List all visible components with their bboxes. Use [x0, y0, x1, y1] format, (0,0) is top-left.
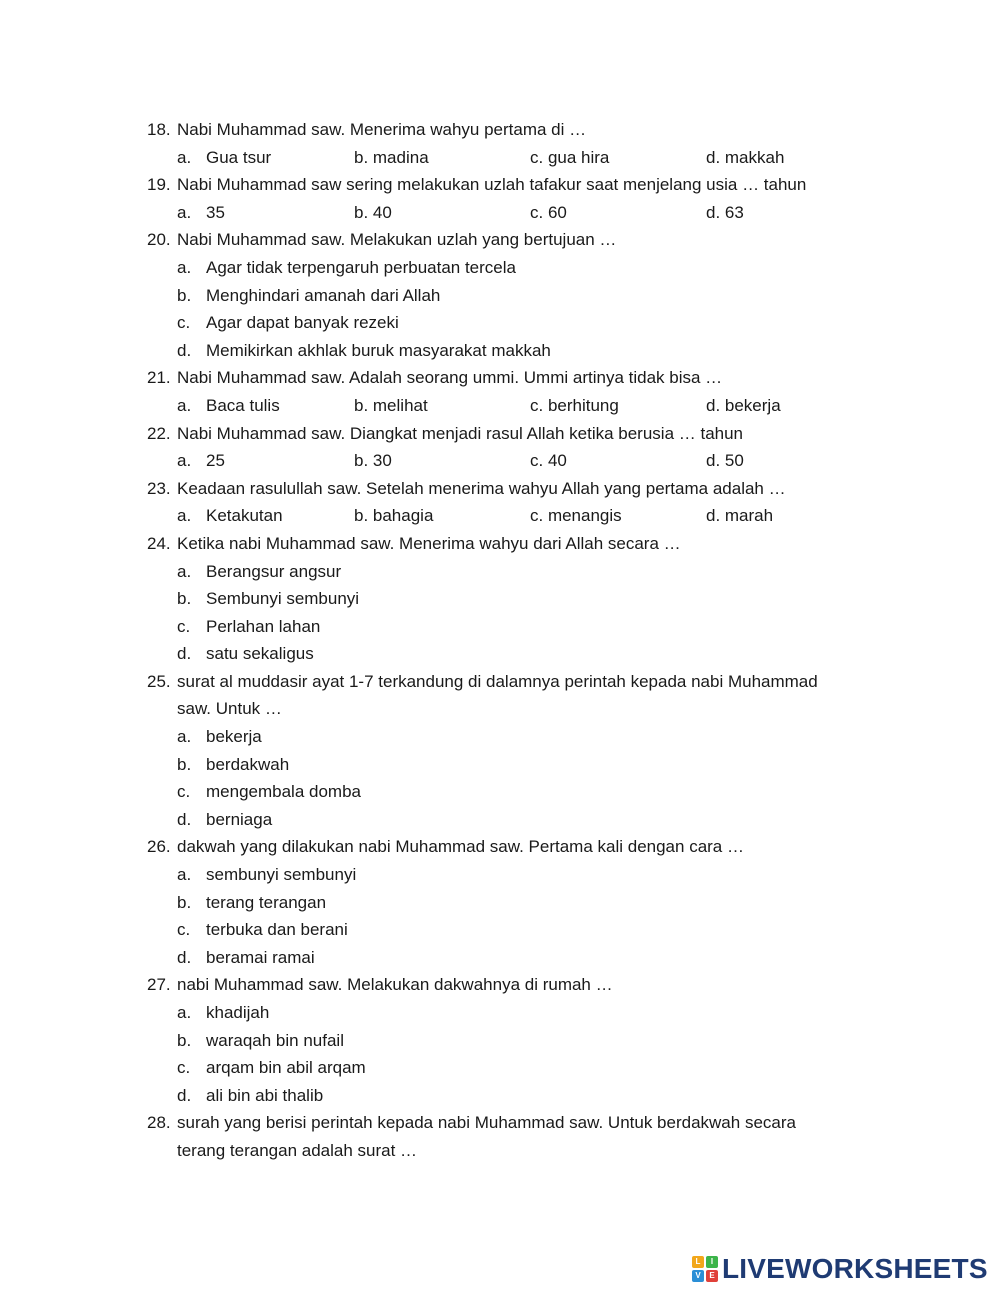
- option-letter: c.: [177, 313, 191, 333]
- question-text: Nabi Muhammad saw. Adalah seorang ummi. Ummi artinya tidak bisa …: [177, 368, 723, 388]
- option-letter: b.: [177, 892, 192, 912]
- option-letter: a.: [177, 147, 192, 167]
- question-line: [0, 971, 1000, 999]
- answer-option[interactable]: [0, 944, 1000, 972]
- option-text: berniaga: [206, 809, 273, 829]
- option-text: mengembala domba: [206, 782, 361, 802]
- answer-options-row: [0, 447, 1000, 475]
- logo-text: LIVEWORKSHEETS: [722, 1253, 988, 1284]
- option-text: ali bin abi thalib: [206, 1085, 324, 1105]
- option-text: Ketakutan: [206, 506, 283, 526]
- answer-option[interactable]: [530, 447, 567, 475]
- question-25: [0, 668, 1000, 834]
- option-text: d. marah: [706, 506, 774, 526]
- question-text: terang terangan adalah surat …: [177, 1140, 418, 1160]
- option-letter: a.: [177, 395, 192, 415]
- option-text: Berangsur angsur: [206, 561, 342, 581]
- question-line: [0, 668, 1000, 696]
- answer-option[interactable]: [0, 613, 1000, 641]
- option-text: satu sekaligus: [206, 644, 314, 664]
- option-letter: b.: [177, 754, 192, 774]
- question-27: [0, 971, 1000, 1109]
- question-number: 21.: [147, 368, 171, 388]
- answer-option[interactable]: [530, 502, 622, 530]
- question-20: [0, 226, 1000, 364]
- option-text: c. gua hira: [530, 147, 610, 167]
- question-line: [0, 1109, 1000, 1137]
- option-text: b. melihat: [354, 395, 428, 415]
- answer-option[interactable]: [706, 502, 773, 530]
- question-line: [0, 364, 1000, 392]
- option-text: waraqah bin nufail: [206, 1030, 344, 1050]
- answer-option[interactable]: [354, 502, 433, 530]
- option-letter: a.: [177, 257, 192, 277]
- question-number: 25.: [147, 671, 171, 691]
- answer-option[interactable]: [354, 447, 392, 475]
- answer-option[interactable]: [706, 447, 744, 475]
- answer-option[interactable]: [530, 144, 609, 172]
- option-text: Perlahan lahan: [206, 616, 321, 636]
- logo-tile: L: [692, 1256, 704, 1268]
- option-letter: b.: [177, 589, 192, 609]
- question-text: Nabi Muhammad saw. Diangkat menjadi rasul Allah ketika berusia … tahun: [177, 423, 744, 443]
- option-text: b. 30: [354, 451, 392, 471]
- option-letter: d.: [177, 809, 192, 829]
- option-text: d. 50: [706, 451, 744, 471]
- option-letter: b.: [177, 285, 192, 305]
- option-text: bekerja: [206, 727, 262, 747]
- question-number: 26.: [147, 837, 171, 857]
- answer-option[interactable]: [0, 337, 1000, 365]
- answer-option[interactable]: [530, 392, 619, 420]
- answer-option[interactable]: [0, 999, 1000, 1027]
- option-text: c. 40: [530, 451, 567, 471]
- option-text: c. berhitung: [530, 395, 619, 415]
- option-letter: c.: [177, 1058, 191, 1078]
- option-letter: c.: [177, 782, 191, 802]
- question-line: [0, 833, 1000, 861]
- question-line: [0, 420, 1000, 448]
- question-number: 27.: [147, 975, 171, 995]
- option-text: d. bekerja: [706, 395, 781, 415]
- question-line: [0, 226, 1000, 254]
- question-number: 24.: [147, 533, 171, 553]
- answer-options-row: [0, 392, 1000, 420]
- option-letter: a.: [177, 202, 192, 222]
- answer-option[interactable]: [354, 392, 428, 420]
- question-22: [0, 420, 1000, 475]
- answer-option[interactable]: [530, 199, 567, 227]
- answer-option[interactable]: [0, 585, 1000, 613]
- answer-options-row: [0, 199, 1000, 227]
- question-line: [0, 530, 1000, 558]
- option-letter: d.: [177, 1085, 192, 1105]
- answer-option[interactable]: [0, 1054, 1000, 1082]
- answer-option[interactable]: [0, 916, 1000, 944]
- answer-option[interactable]: [354, 144, 429, 172]
- question-line: [0, 116, 1000, 144]
- answer-option[interactable]: [0, 1082, 1000, 1110]
- option-text: Memikirkan akhlak buruk masyarakat makkah: [206, 340, 551, 360]
- answer-option[interactable]: [706, 392, 781, 420]
- liveworksheets-logo: [692, 1253, 988, 1285]
- option-letter: a.: [177, 1003, 192, 1022]
- question-23: [0, 475, 1000, 530]
- question-18: [0, 116, 1000, 171]
- answer-option[interactable]: [0, 723, 1000, 751]
- answer-option[interactable]: [0, 1027, 1000, 1055]
- logo-tile: V: [692, 1270, 704, 1282]
- option-text: Agar dapat banyak rezeki: [206, 313, 399, 333]
- question-text: saw. Untuk …: [177, 699, 282, 719]
- option-text: arqam bin abil arqam: [206, 1058, 366, 1078]
- question-26: [0, 833, 1000, 971]
- option-text: d. makkah: [706, 147, 785, 167]
- answer-option[interactable]: [0, 558, 1000, 586]
- answer-option[interactable]: [177, 199, 225, 227]
- question-line: [0, 171, 1000, 199]
- question-text: nabi Muhammad saw. Melakukan dakwahnya di rumah …: [177, 975, 613, 995]
- option-text: terbuka dan berani: [206, 920, 348, 940]
- option-text: b. 40: [354, 202, 392, 222]
- option-text: terang terangan: [206, 892, 327, 912]
- option-text: Sembunyi sembunyi: [206, 589, 360, 609]
- answer-option[interactable]: [354, 199, 392, 227]
- option-letter: a.: [177, 561, 192, 581]
- question-number: 23.: [147, 478, 171, 498]
- question-19: [0, 171, 1000, 226]
- option-text: Menghindari amanah dari Allah: [206, 285, 441, 305]
- question-text: Nabi Muhammad saw. Melakukan uzlah yang bertujuan …: [177, 230, 617, 250]
- option-text: d. 63: [706, 202, 744, 222]
- question-text: surah yang berisi perintah kepada nabi Muhammad saw. Untuk berdakwah secara: [177, 1113, 796, 1133]
- option-text: beramai ramai: [206, 947, 315, 967]
- option-text: sembunyi sembunyi: [206, 865, 357, 885]
- option-letter: b.: [177, 1030, 192, 1050]
- question-number: 19.: [147, 175, 171, 195]
- option-letter: d.: [177, 644, 192, 664]
- option-text: Agar tidak terpengaruh perbuatan tercela: [206, 257, 516, 277]
- question-text: Keadaan rasulullah saw. Setelah menerima wahyu Allah yang pertama adalah …: [177, 478, 786, 498]
- question-line: [0, 1137, 1000, 1165]
- logo-tile: E: [706, 1270, 718, 1282]
- option-letter: a.: [177, 727, 192, 747]
- option-text: Baca tulis: [206, 395, 280, 415]
- question-text: Nabi Muhammad saw sering melakukan uzlah tafakur saat menjelang usia … tahun: [177, 175, 807, 195]
- option-text: 25: [206, 451, 225, 471]
- answer-option[interactable]: [0, 751, 1000, 779]
- option-text: b. madina: [354, 147, 429, 167]
- answer-option[interactable]: [706, 144, 784, 172]
- worksheet-questions: [0, 116, 1000, 1165]
- answer-option[interactable]: [177, 144, 271, 172]
- question-line: [0, 475, 1000, 503]
- question-number: 22.: [147, 423, 171, 443]
- option-letter: a.: [177, 506, 192, 526]
- question-text: Nabi Muhammad saw. Menerima wahyu pertama di …: [177, 120, 587, 139]
- option-text: 35: [206, 202, 225, 222]
- question-21: [0, 364, 1000, 419]
- option-letter: c.: [177, 616, 191, 636]
- answer-option[interactable]: [0, 861, 1000, 889]
- option-letter: a.: [177, 451, 192, 471]
- question-28: [0, 1109, 1000, 1164]
- liveworksheets-logo-icon: [692, 1256, 718, 1282]
- answer-option[interactable]: [0, 309, 1000, 337]
- logo-tile: I: [706, 1256, 718, 1268]
- option-letter: a.: [177, 865, 192, 885]
- question-text: surat al muddasir ayat 1-7 terkandung di dalamnya perintah kepada nabi Muhammad: [177, 671, 818, 691]
- answer-option[interactable]: [0, 889, 1000, 917]
- question-text: dakwah yang dilakukan nabi Muhammad saw. Pertama kali dengan cara …: [177, 837, 744, 857]
- question-text: Ketika nabi Muhammad saw. Menerima wahyu dari Allah secara …: [177, 533, 681, 553]
- answer-option[interactable]: [0, 806, 1000, 834]
- option-text: c. menangis: [530, 506, 622, 526]
- option-letter: d.: [177, 947, 192, 967]
- option-letter: d.: [177, 340, 192, 360]
- answer-option[interactable]: [0, 640, 1000, 668]
- option-text: khadijah: [206, 1003, 270, 1022]
- answer-option[interactable]: [706, 199, 744, 227]
- answer-option[interactable]: [0, 254, 1000, 282]
- answer-option[interactable]: [177, 447, 225, 475]
- question-number: 28.: [147, 1113, 171, 1133]
- answer-option[interactable]: [177, 392, 280, 420]
- option-text: c. 60: [530, 202, 567, 222]
- option-text: b. bahagia: [354, 506, 434, 526]
- answer-option[interactable]: [0, 778, 1000, 806]
- answer-option[interactable]: [0, 282, 1000, 310]
- answer-option[interactable]: [177, 502, 283, 530]
- question-line: [0, 695, 1000, 723]
- question-24: [0, 530, 1000, 668]
- question-number: 20.: [147, 230, 171, 250]
- option-text: Gua tsur: [206, 147, 272, 167]
- option-letter: c.: [177, 920, 191, 940]
- option-text: berdakwah: [206, 754, 290, 774]
- answer-options-row: [0, 144, 1000, 172]
- answer-options-row: [0, 502, 1000, 530]
- question-number: 18.: [147, 120, 171, 139]
